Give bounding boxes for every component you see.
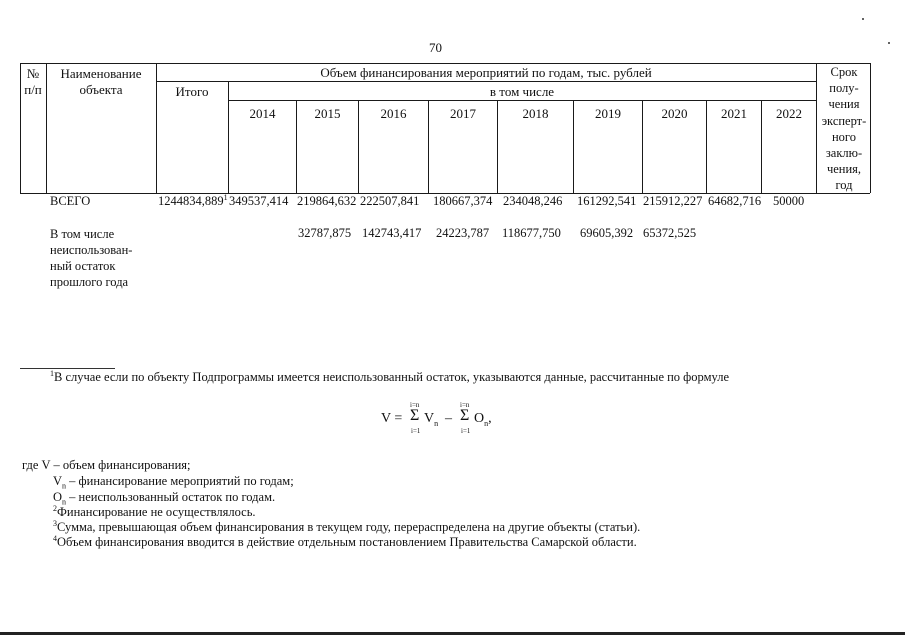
funding-right-border <box>816 63 817 193</box>
funding-header: Объем финансирования мероприятий по годам, тыс. рублей <box>320 65 652 80</box>
year-header: 2014 <box>249 106 276 121</box>
page-bottom-edge <box>0 632 905 635</box>
value-cell: 215912,227 <box>643 194 703 208</box>
formula-minus: – <box>445 411 452 426</box>
vn-definition: $V_n$ – финансирование мероприятий по годам; <box>53 474 294 491</box>
year-header: 2020 <box>661 106 688 121</box>
num-col-header: № п/п <box>24 66 42 97</box>
formula-term2: $O_n$, <box>474 411 492 428</box>
value-cell: 219864,632 <box>297 194 357 208</box>
row-name: ВСЕГО <box>50 194 91 208</box>
deadline-col-header: Срок полу- чения эксперт- ного заклю- чения, год <box>821 65 867 193</box>
financing-table <box>0 0 905 200</box>
page-number: 70 <box>429 40 442 55</box>
value-cell: 234048,246 <box>503 194 563 208</box>
table-right-border <box>870 63 871 193</box>
value-cell: 50000 <box>773 194 805 208</box>
formula-lhs: V = <box>381 411 403 426</box>
sum-icon: Σ <box>410 407 420 424</box>
name-col-divider <box>156 63 157 193</box>
row-name: В том числе неиспользован- ный остаток прошлого года <box>50 227 133 289</box>
value-cell: 222507,841 <box>360 194 420 208</box>
name-col-header: Наименование объекта <box>60 66 142 97</box>
footnote-2: $^2$Финансирование не осуществлялось. <box>53 503 256 519</box>
footnote-separator <box>20 368 115 369</box>
value-cell: 349537,414 <box>229 194 289 208</box>
value-cell: 161292,541 <box>577 194 637 208</box>
footnote-4: $^4$Объем финансирования вводится в действие отдельным постановлением Правительства Самарской области. <box>53 533 637 549</box>
sum-icon: Σ <box>460 407 470 424</box>
on-definition: $O_n$ – неиспользованный остаток по годам. <box>53 490 276 507</box>
year-header: 2019 <box>595 106 621 121</box>
value-cell: 142743,417 <box>362 226 422 240</box>
value-cell: 65372,525 <box>643 226 697 240</box>
value-cell: 32787,875 <box>298 226 352 240</box>
value-cell: 180667,374 <box>433 194 493 208</box>
year-header: 2021 <box>721 106 747 121</box>
year-header: 2017 <box>450 106 476 121</box>
total-col-header: Итого <box>175 84 209 99</box>
value-cell: 24223,787 <box>436 226 490 240</box>
including-header: в том числе <box>489 84 555 99</box>
where-line: где V – объем финансирования; <box>22 458 191 472</box>
footnote-3: $^3$Сумма, превышающая объем финансирования в текущем году, перераспределена на другие объекты (статьи). <box>53 518 641 534</box>
sum-upper-limit: i=n <box>460 401 470 409</box>
value-cell: 69605,392 <box>580 226 634 240</box>
scan-speck <box>888 42 890 44</box>
year-header: 2018 <box>522 106 549 121</box>
num-col-divider <box>46 63 47 193</box>
table-top-border <box>20 63 870 64</box>
year-header: 2022 <box>776 106 802 121</box>
sum-lower-limit: i=1 <box>411 427 421 435</box>
year-header: 2015 <box>314 106 341 121</box>
year-header: 2016 <box>380 106 407 121</box>
including-header-underline <box>228 100 816 101</box>
total-cell: 1244834,889$^1$ <box>158 192 228 208</box>
sum-lower-limit: i=1 <box>461 427 471 435</box>
sum-upper-limit: i=n <box>410 401 420 409</box>
value-cell: 118677,750 <box>502 226 561 240</box>
formula <box>381 398 521 438</box>
scan-speck <box>862 18 864 20</box>
value-cell: 64682,716 <box>708 194 762 208</box>
formula-term1: $V_n$ <box>424 411 439 428</box>
funding-header-underline <box>156 81 816 82</box>
footnote-1: $^1$В случае если по объекту Подпрограммы имеется неиспользованный остаток, указываются данные, рассчитанные по формуле <box>50 368 729 384</box>
